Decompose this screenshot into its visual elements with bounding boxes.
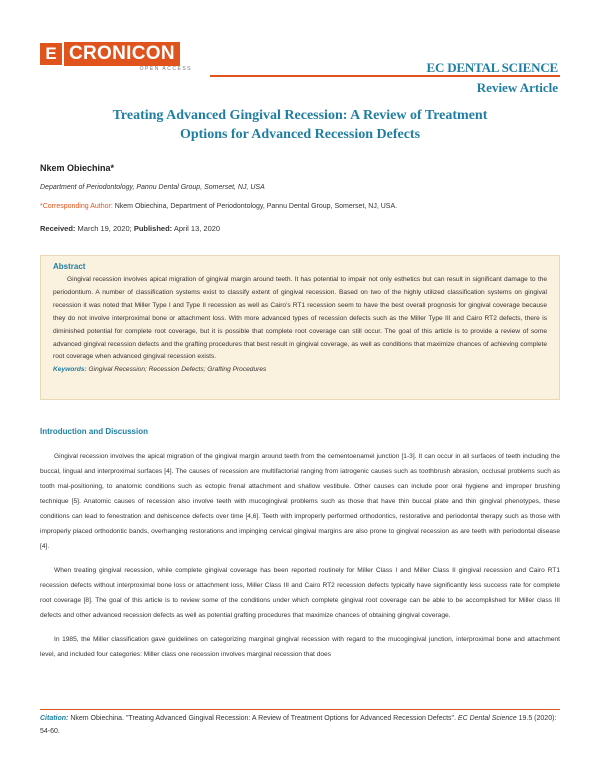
keywords-text: Gingival Recession; Recession Defects; Grafting Procedures — [86, 366, 267, 374]
journal-name: EC DENTAL SCIENCE — [426, 60, 558, 75]
footer-rule — [40, 709, 560, 710]
citation-label: Citation: — [40, 715, 69, 722]
citation-journal: EC Dental Science — [457, 715, 517, 722]
author-name: Nkem Obiechina* — [40, 163, 115, 173]
corresponding-text: Nkem Obiechina, Department of Periodontology, Pannu Dental Group, Somerset, NJ, USA. — [112, 203, 398, 210]
title-line-2: Options for Advanced Recession Defects — [179, 127, 421, 142]
body-text — [40, 449, 560, 671]
publisher-logo — [40, 42, 192, 72]
logo-text: CRONICON — [64, 42, 180, 66]
corresponding-label: *Corresponding Author: — [40, 203, 113, 210]
logo-mark: E — [40, 43, 62, 65]
body-paragraph: Gingival recession involves the apical migration of the gingival margin around teeth from the cementoenamel junction [1-3]. It can occur in all surfaces of teeth including the buccal, lingual and interproximal surfaces [4]. The causes of recession are multifactorial ranging from iatrogenic causes such as toothbrush abrasion, occlusal problems such as tooth mal-positioning, to anatomic conditions such as ectopic frenal attachment and shallow vestibule. Other causes can include poor oral hygiene and improper brushing technique [5]. Anatomic causes of recession also involve teeth with mucogingival problems such as those that have thin buccal plate and thin gingival phenotypes, these conditions can lead to fenestration and dehiscence defects over time [4,6]. Teeth with improperly performed orthodontics, restorative and periodontal therapy such as those with improperly placed orthodontic bands, overhanging restorations and impinging cervical gingival margins are also prone to gingival recession as are teeth with periodontal disease [4]. — [40, 453, 560, 550]
article-title — [40, 106, 560, 144]
logo-subtitle: OPEN ACCESS — [139, 66, 192, 72]
keywords-label: Keywords: — [53, 366, 87, 374]
citation-tail: 19.5 (2020): 54-60. — [40, 715, 557, 735]
citation — [40, 712, 560, 738]
title-line-1: Treating Advanced Gingival Recession: A Review of Treatment — [112, 108, 488, 123]
received-label: Received: — [40, 224, 76, 233]
abstract-box — [40, 255, 560, 400]
article-dates — [40, 224, 220, 233]
published-label: Published: — [133, 224, 173, 233]
citation-text: Nkem Obiechina. "Treating Advanced Gingival Recession: A Review of Treatment Options for Advanced Recession Defects". — [68, 715, 458, 722]
article-type: Review Article — [476, 80, 558, 95]
abstract-heading: Abstract — [53, 262, 86, 271]
corresponding-author — [40, 203, 397, 210]
author-affiliation: Department of Periodontology, Pannu Dental Group, Somerset, NJ, USA — [40, 184, 265, 191]
abstract-text: Gingival recession involves apical migration of gingival margin around teeth. It has potential to impair not only esthetics but can result in significant damage to the periodontium. A number of classification systems exist to classify extent of gingival recession. Based on two of the highly utilized classification systems on gingival recession it was noted that Miller Type I and Type II recession as well as Cairo's RT1 recession seem to have the best overall prognosis for gingival coverage because they do not involve interproximal bone or attachment loss. With more advanced types of recession defects such as the Miller Type III and Cairo RT2 defects, there is diminished potential for complete root coverage, but it is possible that complete root coverage can still occur. The goal of this article is to provide a review of some advanced gingival recession defects and the grafting procedures that best result in gingival coverage, as well as conditions that maximize chances of achieving complete root coverage when advanced gingival recession exists. — [53, 276, 547, 361]
body-paragraph: When treating gingival recession, while complete gingival coverage has been reported routinely for Miller Class I and Miller Class II gingival recession and Cairo RT1 recession defects without interproximal bone loss or attachment loss, Miller Class III and Cairo RT2 recession defects typically have significantly less success rate for complete root coverage [8]. The goal of this article is to review some of the conditions under which complete gingival root coverage can be able to be accomplished for Miller class III defects and other advanced recession defects as well as potential grafting procedures that maximize chances of obtaining gingival coverage. — [40, 567, 560, 619]
body-paragraph: In 1985, the Miller classification gave guidelines on categorizing marginal gingival recession with regard to the mucogingival junction, interproximal bone and attachment level, and included four categories: Miller class one recession involves marginal recession that does — [40, 636, 560, 658]
keywords — [53, 366, 547, 373]
published-date: April 13, 2020 — [172, 224, 221, 233]
received-date: March 19, 2020; — [75, 224, 134, 233]
section-heading: Introduction and Discussion — [40, 427, 149, 436]
